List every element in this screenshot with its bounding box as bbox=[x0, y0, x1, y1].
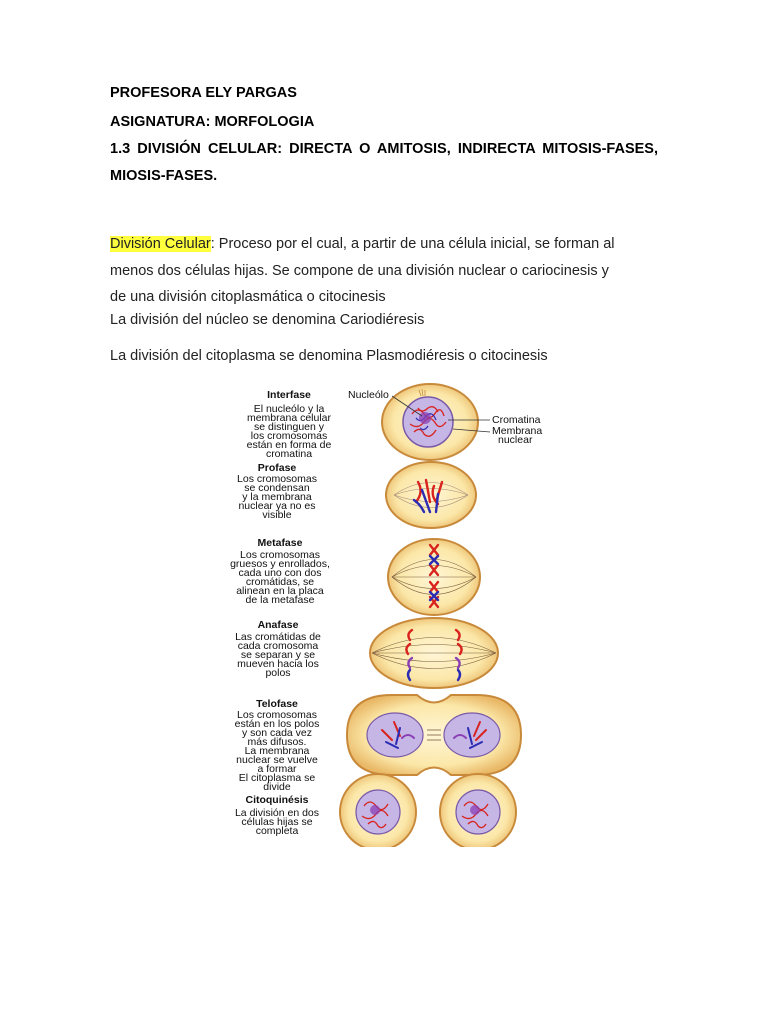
svg-text:gruesos y enrollados,: gruesos y enrollados, bbox=[230, 558, 330, 570]
citoquinesis-cells bbox=[340, 774, 516, 847]
svg-text:Anafase: Anafase bbox=[257, 619, 299, 631]
svg-text:a formar: a formar bbox=[257, 763, 297, 775]
subject-line: ASIGNATURA: MORFOLOGIA bbox=[110, 114, 315, 130]
phase-text-telofase bbox=[235, 698, 320, 793]
teacher-line: PROFESORA ELY PARGAS bbox=[110, 85, 297, 101]
definition-line-1 bbox=[110, 236, 615, 252]
svg-text:Profase: Profase bbox=[257, 462, 297, 474]
svg-text:células hijas se: células hijas se bbox=[241, 816, 313, 828]
svg-text:se separan y se: se separan y se bbox=[240, 649, 316, 661]
topic-heading: 1.3 DIVISIÓN CELULAR: DIRECTA O AMITOSIS, INDIRECTA MITOSIS-FASES, MIOSIS-FASES. bbox=[110, 141, 658, 184]
svg-text:cada cromosoma: cada cromosoma bbox=[237, 640, 319, 652]
interfase-cell bbox=[382, 384, 478, 460]
svg-text:los cromosomas: los cromosomas bbox=[250, 430, 328, 442]
svg-text:Los cromosomas: Los cromosomas bbox=[237, 473, 317, 485]
membrana-label-2: nuclear bbox=[498, 434, 533, 446]
metafase-cell bbox=[388, 539, 480, 615]
definition-text: : Proceso por el cual, a partir de una célula inicial, se forman al bbox=[210, 236, 615, 252]
cytokinesis-line: La división del citoplasma se denomina Plasmodiéresis o citocinesis bbox=[110, 348, 548, 364]
karyokinesis-line: La división del núcleo se denomina Cariodiéresis bbox=[110, 312, 425, 328]
telofase-cells bbox=[347, 695, 521, 775]
svg-text:Telofase: Telofase bbox=[256, 698, 298, 710]
svg-text:más difusos.: más difusos. bbox=[247, 736, 307, 748]
svg-text:y son cada vez: y son cada vez bbox=[241, 727, 313, 739]
cell-division-figure bbox=[222, 382, 562, 847]
phase-text-profase bbox=[237, 462, 317, 521]
svg-text:cromátidas, se: cromátidas, se bbox=[245, 576, 315, 588]
svg-text:nuclear se vuelve: nuclear se vuelve bbox=[236, 754, 318, 766]
svg-text:se condensan: se condensan bbox=[244, 482, 310, 494]
definition-line-3: de una división citoplasmática o citocinesis bbox=[110, 289, 386, 305]
definition-line-2: menos dos células hijas. Se compone de una división nuclear o cariocinesis y bbox=[110, 263, 609, 279]
svg-text:El nucleólo y la: El nucleólo y la bbox=[253, 403, 325, 415]
membrana-label: Membrana bbox=[492, 425, 543, 437]
svg-text:alinean en la placa: alinean en la placa bbox=[236, 585, 324, 597]
svg-text:La división en dos: La división en dos bbox=[234, 807, 320, 819]
svg-text:Metafase: Metafase bbox=[257, 537, 303, 549]
svg-text:de la metafase: de la metafase bbox=[245, 594, 315, 606]
svg-text:membrana celular: membrana celular bbox=[246, 412, 332, 424]
phase-text-metafase bbox=[230, 537, 330, 606]
svg-text:y la membrana: y la membrana bbox=[242, 491, 312, 503]
svg-text:cada uno con dos: cada uno con dos bbox=[238, 567, 322, 579]
svg-text:La membrana: La membrana bbox=[244, 745, 310, 757]
svg-text:están en forma de: están en forma de bbox=[246, 439, 332, 451]
highlighted-term: División Celular bbox=[110, 236, 211, 252]
phase-text-interfase bbox=[247, 389, 332, 460]
svg-text:nuclear ya no es: nuclear ya no es bbox=[238, 500, 316, 512]
phase-text-anafase bbox=[235, 619, 321, 679]
svg-text:cromatina: cromatina bbox=[265, 448, 313, 460]
nucleolo-label: Nucleólo bbox=[348, 389, 389, 401]
svg-text:El citoplasma se: El citoplasma se bbox=[238, 772, 316, 784]
svg-text:mueven hacia los: mueven hacia los bbox=[237, 658, 319, 670]
svg-text:Los cromosomas: Los cromosomas bbox=[240, 549, 320, 561]
svg-text:están en los polos: están en los polos bbox=[234, 718, 320, 730]
cromatina-label: Cromatina bbox=[492, 414, 541, 426]
svg-text:Citoquinésis: Citoquinésis bbox=[245, 794, 309, 806]
svg-text:completa: completa bbox=[255, 825, 299, 837]
svg-text:Los cromosomas: Los cromosomas bbox=[237, 709, 317, 721]
profase-cell bbox=[386, 462, 476, 528]
svg-text:Las cromátidas de: Las cromátidas de bbox=[235, 631, 321, 643]
phase-text-citoquinesis bbox=[235, 794, 319, 837]
svg-text:visible: visible bbox=[262, 509, 292, 521]
svg-text:polos: polos bbox=[265, 667, 291, 679]
anafase-cell bbox=[370, 618, 498, 688]
phase-title: Interfase bbox=[267, 389, 311, 401]
svg-text:se distinguen y: se distinguen y bbox=[253, 421, 325, 433]
svg-text:divide: divide bbox=[263, 781, 291, 793]
